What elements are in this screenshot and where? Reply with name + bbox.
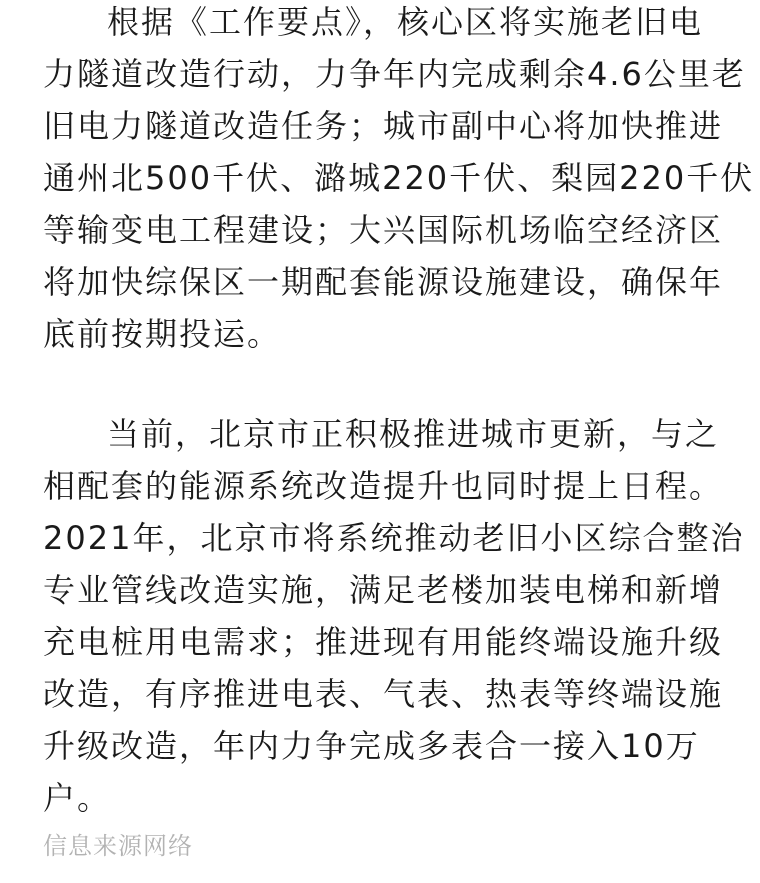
paragraph-line: 当前，北京市正积极推进城市更新，与之 <box>107 415 720 453</box>
paragraph-2 <box>43 408 744 824</box>
paragraph-line: 升级改造，年内力争完成多表合一接入10万 <box>43 727 700 765</box>
paragraph-line: 相配套的能源系统改造提升也同时提上日程。 <box>43 467 724 505</box>
paragraph-line: 改造，有序推进电表、气表、热表等终端设施 <box>43 675 724 713</box>
paragraph-line: 通州北500千伏、潞城220千伏、梨园220千伏 <box>43 159 755 197</box>
paragraph-line: 2021年，北京市将系统推动老旧小区综合整治 <box>43 519 745 557</box>
paragraph-line: 将加快综保区一期配套能源设施建设，确保年 <box>43 263 724 301</box>
paragraph-line: 专业管线改造实施，满足老楼加装电梯和新增 <box>43 571 724 609</box>
paragraph-line: 充电桩用电需求；推进现有用能终端设施升级 <box>43 623 724 661</box>
paragraph-line: 等输变电工程建设；大兴国际机场临空经济区 <box>43 211 724 249</box>
paragraph-line: 旧电力隧道改造任务；城市副中心将加快推进 <box>43 107 724 145</box>
paragraph-line: 力隧道改造行动，力争年内完成剩余4.6公里老 <box>43 55 746 93</box>
paragraph-line: 根据《工作要点》，核心区将实施老旧电 <box>107 3 704 41</box>
paragraph-1 <box>43 0 754 360</box>
paragraph-line: 户。 <box>43 779 112 817</box>
paragraph-line: 底前按期投运。 <box>43 315 282 353</box>
source-note: 信息来源网络 <box>43 832 193 860</box>
